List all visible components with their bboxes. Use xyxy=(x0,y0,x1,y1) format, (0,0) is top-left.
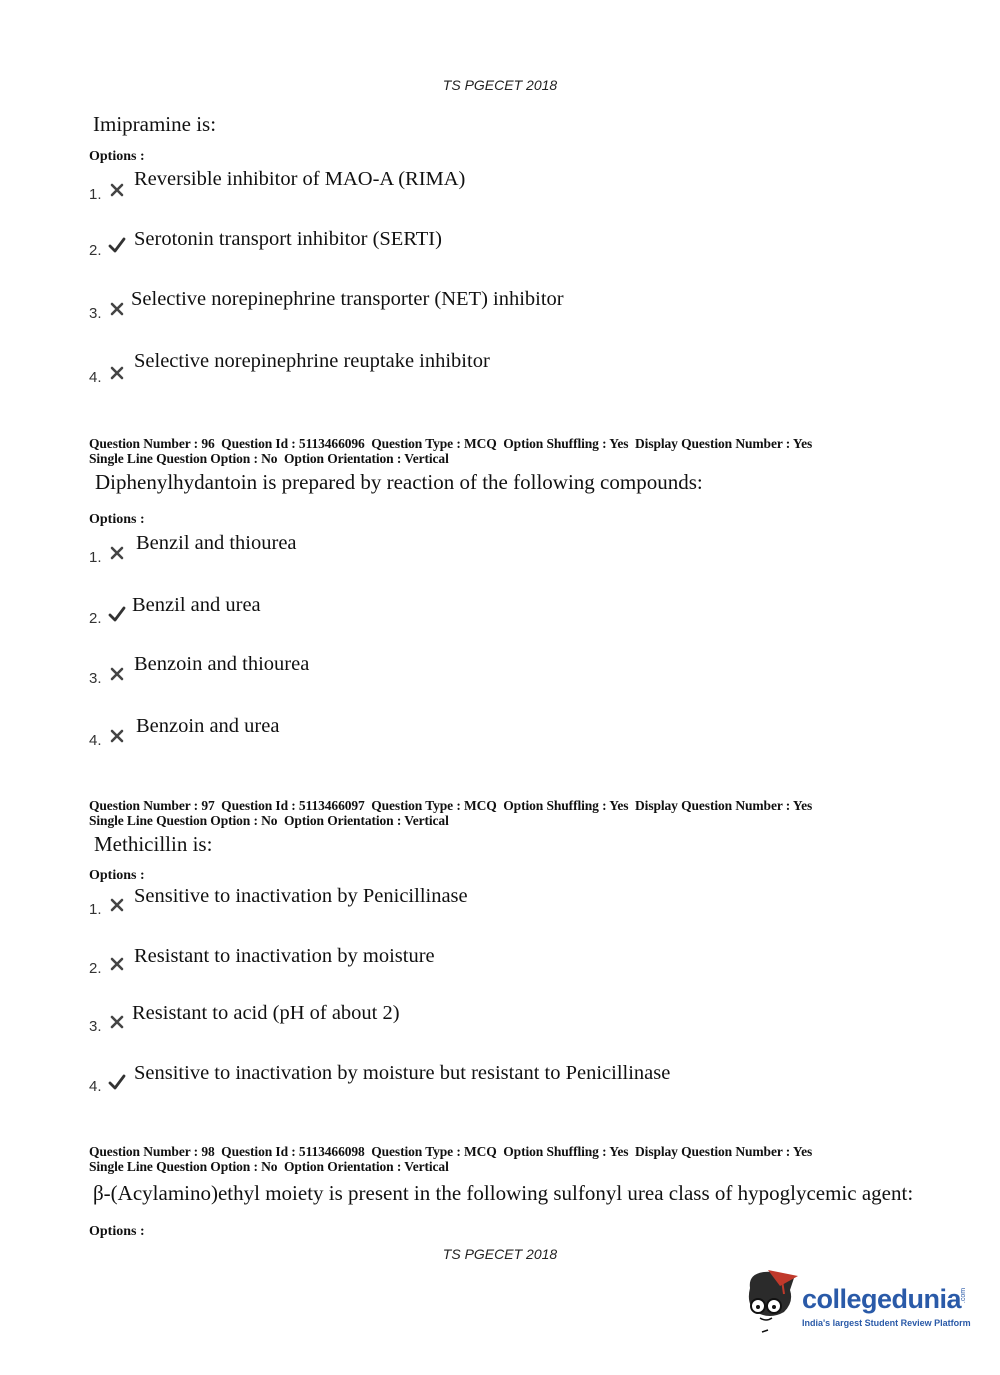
question-meta-line: Single Line Question Option : No Option Orientation : Vertical xyxy=(89,813,449,828)
brand-logo xyxy=(740,1268,970,1338)
page-header: TS PGECET 2018 xyxy=(442,77,558,93)
option-text: Selective norepinephrine transporter (NET) inhibitor xyxy=(131,288,564,310)
question-text: Imipramine is: xyxy=(93,112,217,136)
page-footer: TS PGECET 2018 xyxy=(442,1246,558,1262)
check-icon xyxy=(108,1073,126,1091)
cross-icon xyxy=(108,364,126,382)
option-text: Benzil and urea xyxy=(132,594,261,616)
option-number: 2. xyxy=(89,610,102,627)
options-label: Options : xyxy=(89,868,145,883)
option-text: Sensitive to inactivation by Penicillinase xyxy=(134,885,468,907)
option-number: 1. xyxy=(89,186,102,203)
question-meta-line: Single Line Question Option : No Option Orientation : Vertical xyxy=(89,451,449,466)
logo-wordmark: collegedunia xyxy=(802,1284,962,1314)
cross-icon xyxy=(108,896,126,914)
options-label: Options : xyxy=(89,149,145,164)
option-number: 1. xyxy=(89,549,102,566)
question-meta-line: Question Number : 96 Question Id : 5113466096 Question Type : MCQ Option Shuffling : Yes Display Question Number : Yes xyxy=(89,436,813,451)
question-meta-line: Question Number : 98 Question Id : 5113466098 Question Type : MCQ Option Shuffling : Yes Display Question Number : Yes xyxy=(89,1144,813,1159)
logo-tagline: India's largest Student Review Platform xyxy=(802,1318,971,1328)
options-label: Options : xyxy=(89,1224,145,1239)
check-icon xyxy=(108,605,126,623)
options-label: Options : xyxy=(89,512,145,527)
check-icon xyxy=(108,236,126,254)
question-text: Methicillin is: xyxy=(94,832,213,856)
option-text: Resistant to inactivation by moisture xyxy=(134,945,435,967)
cross-icon xyxy=(108,544,126,562)
cross-icon xyxy=(108,727,126,745)
option-number: 4. xyxy=(89,369,102,386)
option-number: 4. xyxy=(89,1078,102,1095)
question-meta-line: Question Number : 97 Question Id : 5113466097 Question Type : MCQ Option Shuffling : Yes Display Question Number : Yes xyxy=(89,798,813,813)
cross-icon xyxy=(108,1013,126,1031)
option-text: Sensitive to inactivation by moisture but resistant to Penicillinase xyxy=(134,1062,671,1084)
option-number: 2. xyxy=(89,242,102,259)
mascot-icon xyxy=(740,1268,802,1338)
cross-icon xyxy=(108,300,126,318)
logo-suffix: .com xyxy=(960,1287,968,1304)
option-number: 3. xyxy=(89,670,102,687)
cross-icon xyxy=(108,665,126,683)
cross-icon xyxy=(108,181,126,199)
option-number: 1. xyxy=(89,901,102,918)
option-text: Resistant to acid (pH of about 2) xyxy=(132,1002,400,1024)
option-text: Selective norepinephrine reuptake inhibitor xyxy=(134,350,490,372)
option-text: Benzoin and urea xyxy=(136,715,280,737)
question-meta-line: Single Line Question Option : No Option Orientation : Vertical xyxy=(89,1159,449,1174)
question-text: β-(Acylamino)ethyl moiety is present in the following sulfonyl urea class of hypoglycemic agent: xyxy=(93,1181,914,1205)
option-text: Benzoin and thiourea xyxy=(134,653,310,675)
option-text: Reversible inhibitor of MAO-A (RIMA) xyxy=(134,168,466,190)
option-number: 3. xyxy=(89,1018,102,1035)
question-text: Diphenylhydantoin is prepared by reaction of the following compounds: xyxy=(95,470,703,494)
option-number: 2. xyxy=(89,960,102,977)
option-text: Serotonin transport inhibitor (SERTI) xyxy=(134,228,442,250)
option-number: 3. xyxy=(89,305,102,322)
option-text: Benzil and thiourea xyxy=(136,532,297,554)
cross-icon xyxy=(108,955,126,973)
option-number: 4. xyxy=(89,732,102,749)
